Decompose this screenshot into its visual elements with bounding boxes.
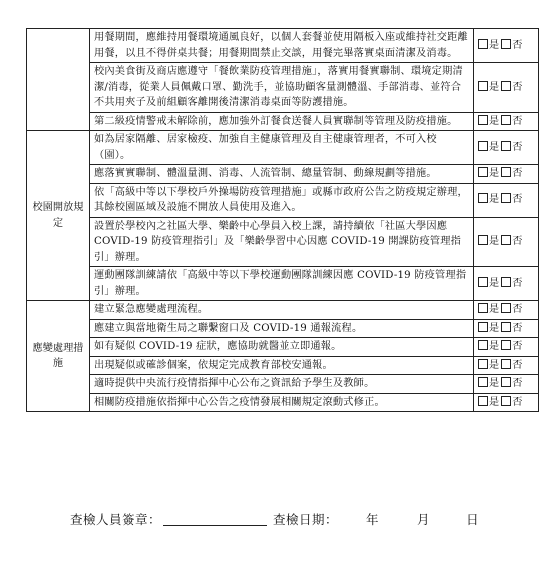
yes-no-option: 是 否 — [474, 183, 539, 217]
no-checkbox[interactable] — [501, 340, 511, 350]
no-checkbox[interactable] — [501, 235, 511, 245]
table-row — [27, 131, 539, 165]
year-label: 年 — [366, 512, 380, 527]
inspector-label: 查檢人員簽章： — [70, 512, 162, 527]
item-text: 如有疑似 COVID-19 症狀，應協助就醫並立即通報。 — [90, 338, 474, 357]
yes-no-option: 是 否 — [474, 131, 539, 165]
yes-no-option: 是 否 — [474, 301, 539, 320]
no-checkbox[interactable] — [501, 359, 511, 369]
table-row — [27, 338, 539, 357]
table-row — [27, 165, 539, 184]
item-text: 應落實實聯制、體溫量測、消毒、人流管制、總量管制、動線規劃等措施。 — [90, 165, 474, 184]
yes-no-option: 是 否 — [474, 319, 539, 338]
no-checkbox[interactable] — [501, 277, 511, 287]
item-text: 運動團隊訓練請依「高級中等以下學校運動團隊訓練因應 COVID-19 防疫管理指引」辦理。 — [90, 267, 474, 301]
month-label: 月 — [417, 512, 431, 527]
no-checkbox[interactable] — [501, 193, 511, 203]
no-checkbox[interactable] — [501, 115, 511, 125]
item-text: 依「高級中等以下學校戶外操場防疫管理措施」或縣市政府公告之防疫規定辦理，其餘校園區域及設施不開放人員使用及進入。 — [90, 183, 474, 217]
item-text: 應建立與當地衛生局之聯繫窗口及 COVID-19 通報流程。 — [90, 319, 474, 338]
item-text: 校內美食街及商店應遵守「餐飲業防疫管理措施」，落實用餐實聯制、環境定期清潔/消毒，從業人員佩戴口罩、勤洗手，並協助顧客量測體溫、手部消毒、並符合不共用夾子及前組顧客離開後清潔消毒桌面等防護措施。 — [90, 63, 474, 113]
yes-checkbox[interactable] — [478, 115, 488, 125]
yes-checkbox[interactable] — [478, 141, 488, 151]
signature-line[interactable] — [163, 513, 267, 526]
table-row — [27, 29, 539, 63]
yes-no-option: 是 否 — [474, 165, 539, 184]
item-text: 出現疑似或確診個案，依規定完成教育部校安通報。 — [90, 356, 474, 375]
yes-no-option: 是 否 — [474, 217, 539, 267]
yes-checkbox[interactable] — [478, 322, 488, 332]
item-text: 適時提供中央流行疫情指揮中心公布之資訊給予學生及教師。 — [90, 375, 474, 394]
no-checkbox[interactable] — [501, 39, 511, 49]
no-checkbox[interactable] — [501, 141, 511, 151]
table-row — [27, 301, 539, 320]
no-checkbox[interactable] — [501, 303, 511, 313]
table-row — [27, 183, 539, 217]
item-text: 設置於學校內之社區大學、樂齡中心學員入校上課，請持續依「社區大學因應 COVID-19 防疫管理指引」及「樂齡學習中心因應 COVID-19 開課防疫管理指引」辦理。 — [90, 217, 474, 267]
item-text: 第二級疫情警戒未解除前，應加強外訂餐食送餐人員實聯制等管理及防疫措施。 — [90, 112, 474, 131]
table-row — [27, 217, 539, 267]
table-row — [27, 393, 539, 412]
signature-footer — [70, 510, 479, 528]
table-row — [27, 267, 539, 301]
no-checkbox[interactable] — [501, 396, 511, 406]
yes-checkbox[interactable] — [478, 359, 488, 369]
yes-no-option: 是 否 — [474, 63, 539, 113]
yes-checkbox[interactable] — [478, 39, 488, 49]
date-label: 查檢日期： — [273, 512, 339, 527]
no-checkbox[interactable] — [501, 167, 511, 177]
yes-no-option: 是 否 — [474, 375, 539, 394]
yes-checkbox[interactable] — [478, 235, 488, 245]
yes-no-option: 是 否 — [474, 356, 539, 375]
no-checkbox[interactable] — [501, 81, 511, 91]
yes-no-option: 是 否 — [474, 393, 539, 412]
yes-checkbox[interactable] — [478, 167, 488, 177]
category-cell-dining — [27, 29, 90, 131]
table-row — [27, 112, 539, 131]
day-label: 日 — [466, 512, 480, 527]
yes-checkbox[interactable] — [478, 81, 488, 91]
table-row — [27, 356, 539, 375]
yes-checkbox[interactable] — [478, 193, 488, 203]
yes-checkbox[interactable] — [478, 377, 488, 387]
table-row — [27, 63, 539, 113]
category-emergency-response: 應變處理措施 — [27, 301, 90, 412]
table-row — [27, 375, 539, 394]
yes-checkbox[interactable] — [478, 303, 488, 313]
yes-checkbox[interactable] — [478, 340, 488, 350]
item-text: 相關防疫措施依指揮中心公告之疫情發展相關規定滾動式修正。 — [90, 393, 474, 412]
yes-no-option: 是 否 — [474, 112, 539, 131]
no-checkbox[interactable] — [501, 322, 511, 332]
item-text: 用餐期間，應維持用餐環境通風良好，以個人套餐並使用隔板入座或維持社交距離用餐，以且不得併桌共餐；用餐期間禁止交談，用餐完畢落實桌面清潔及消毒。 — [90, 29, 474, 63]
no-checkbox[interactable] — [501, 377, 511, 387]
category-campus-opening: 校園開放規定 — [27, 131, 90, 301]
yes-no-option: 是 否 — [474, 267, 539, 301]
table-row — [27, 319, 539, 338]
checklist-table — [26, 28, 539, 412]
yes-checkbox[interactable] — [478, 396, 488, 406]
item-text: 如為居家隔離、居家檢疫、加強自主健康管理及自主健康管理者，不可入校（園）。 — [90, 131, 474, 165]
yes-no-option: 是 否 — [474, 29, 539, 63]
yes-no-option: 是 否 — [474, 338, 539, 357]
yes-checkbox[interactable] — [478, 277, 488, 287]
item-text: 建立緊急應變處理流程。 — [90, 301, 474, 320]
